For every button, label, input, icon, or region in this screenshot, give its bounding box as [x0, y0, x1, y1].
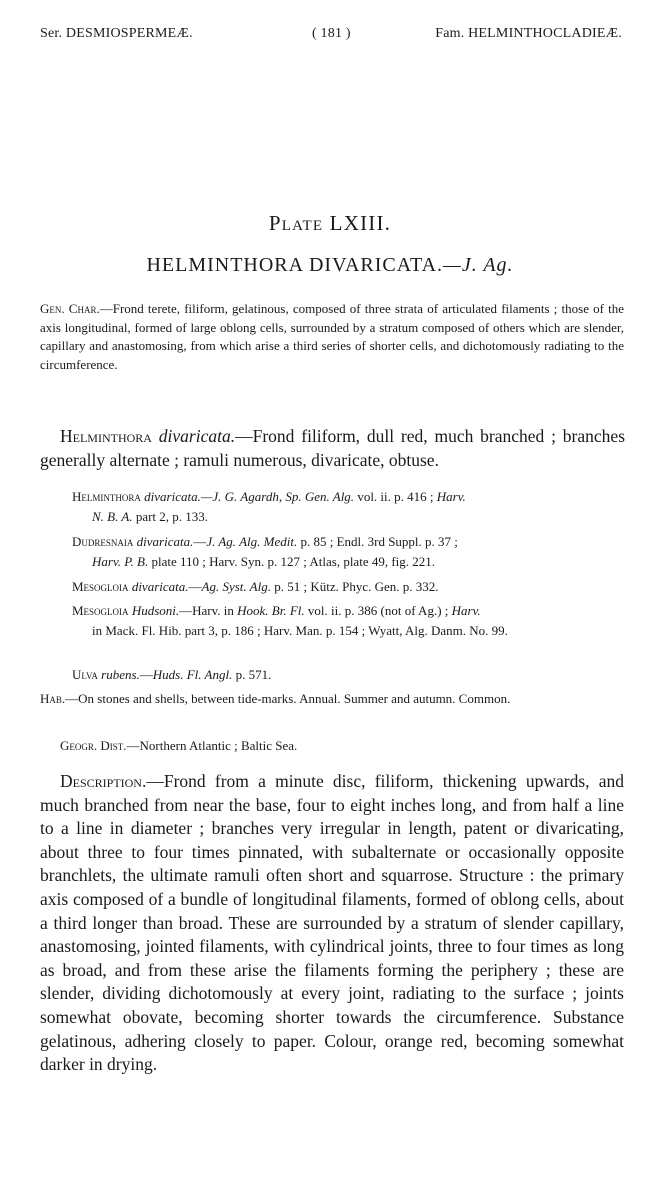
diagnosis-genus: Helminthora — [60, 426, 152, 446]
running-head-left: Ser. DESMIOSPERMEÆ. — [40, 26, 193, 41]
species-name: HELMINTHORA DIVARICATA. — [146, 254, 444, 276]
running-head — [40, 26, 622, 48]
description-text: —Frond from a minute disc, filiform, thickening upwards, and much branched from near the base, four to eight inches long, and from half a line to a line in diameter ; branches very irregular in length, patent or divaricating, about three to four times pinnated, with subalternate or occasionally opposite branchlets, the ultimate ramuli often short and squarrose. Structure : the primary axis composed of a bundle of longitudinal filaments, formed of oblong cells, about a third longer than broad. These are surrounded by a stratum of slender capillary, anastomosing, jointed filaments, with cylindrical joints, three to four times as long as broad, and from these arise the filaments forming the periphery ; these are slender, dividing dichotomously at every joint, radiating to the surface ; joints somewhat obovate, becoming shorter towards the circumference. Substance gelatinous, adhering closely to paper. Colour, orange red, becoming somewhat darker in drying. — [40, 771, 624, 1075]
species-author: —J. Ag. — [443, 254, 514, 276]
generic-character — [40, 300, 624, 374]
description-label: Description. — [60, 771, 147, 791]
geographic-distribution — [60, 737, 620, 756]
geogr-text: —Northern Atlantic ; Baltic Sea. — [126, 738, 298, 753]
diagnosis-species: divaricata. — [158, 426, 236, 446]
species-diagnosis — [40, 424, 625, 472]
gen-char-text: —Frond terete, filiform, gelatinous, composed of three strata of articulated filaments ; those of the axis longitudinal, formed of large oblong cells, surrounded by a stratum composed of others which are slender, capillary and anastomosing, from which arise a third series of shorter cells, and dichotomously radiating to the circumference. — [40, 301, 624, 372]
description — [40, 770, 624, 1077]
plate-heading: Plate LXIII. — [268, 211, 392, 235]
habitat — [40, 690, 626, 709]
synonym-entry: Helminthora divaricata.—J. G. Agardh, Sp. Gen. Alg. vol. ii. p. 416 ; Harv. N. B. A. part 2, p. 133. — [72, 489, 466, 524]
synonym-entry: Dudresnaia divaricata.—J. Ag. Alg. Medit. p. 85 ; Endl. 3rd Suppl. p. 37 ; Harv. P. B. plate 110 ; Harv. Syn. p. 127 ; Atlas, plate 49, fig. 221. — [72, 534, 458, 569]
synonym-entry: Mesogloia divaricata.—Ag. Syst. Alg. p. 51 ; Kütz. Phyc. Gen. p. 332. — [72, 579, 439, 594]
synonym-entry: Ulva rubens.—Huds. Fl. Angl. p. 571. — [72, 667, 272, 682]
synonym-entry: Mesogloia Hudsoni.—Harv. in Hook. Br. Fl. vol. ii. p. 386 (not of Ag.) ; Harv. in Mack. Fl. Hib. part 3, p. 186 ; Harv. Man. p. 154 ; Wyatt, Alg. Danm. No. 99. — [72, 603, 508, 638]
diagnosis-text: —Frond filiform, dull red, much branched ; branches generally alternate ; ramuli numerous, divaricate, obtuse. — [40, 426, 626, 470]
page-number: ( 181 ) — [312, 26, 351, 41]
species-title — [0, 254, 660, 277]
gen-char-label: Gen. Char. — [40, 301, 100, 316]
hab-text: —On stones and shells, between tide-marks. Annual. Summer and autumn. Common. — [65, 691, 511, 706]
running-head-right: Fam. HELMINTHOCLADIEÆ. — [435, 26, 622, 41]
geogr-label: Geogr. Dist. — [60, 738, 127, 753]
hab-label: Hab. — [40, 691, 66, 706]
